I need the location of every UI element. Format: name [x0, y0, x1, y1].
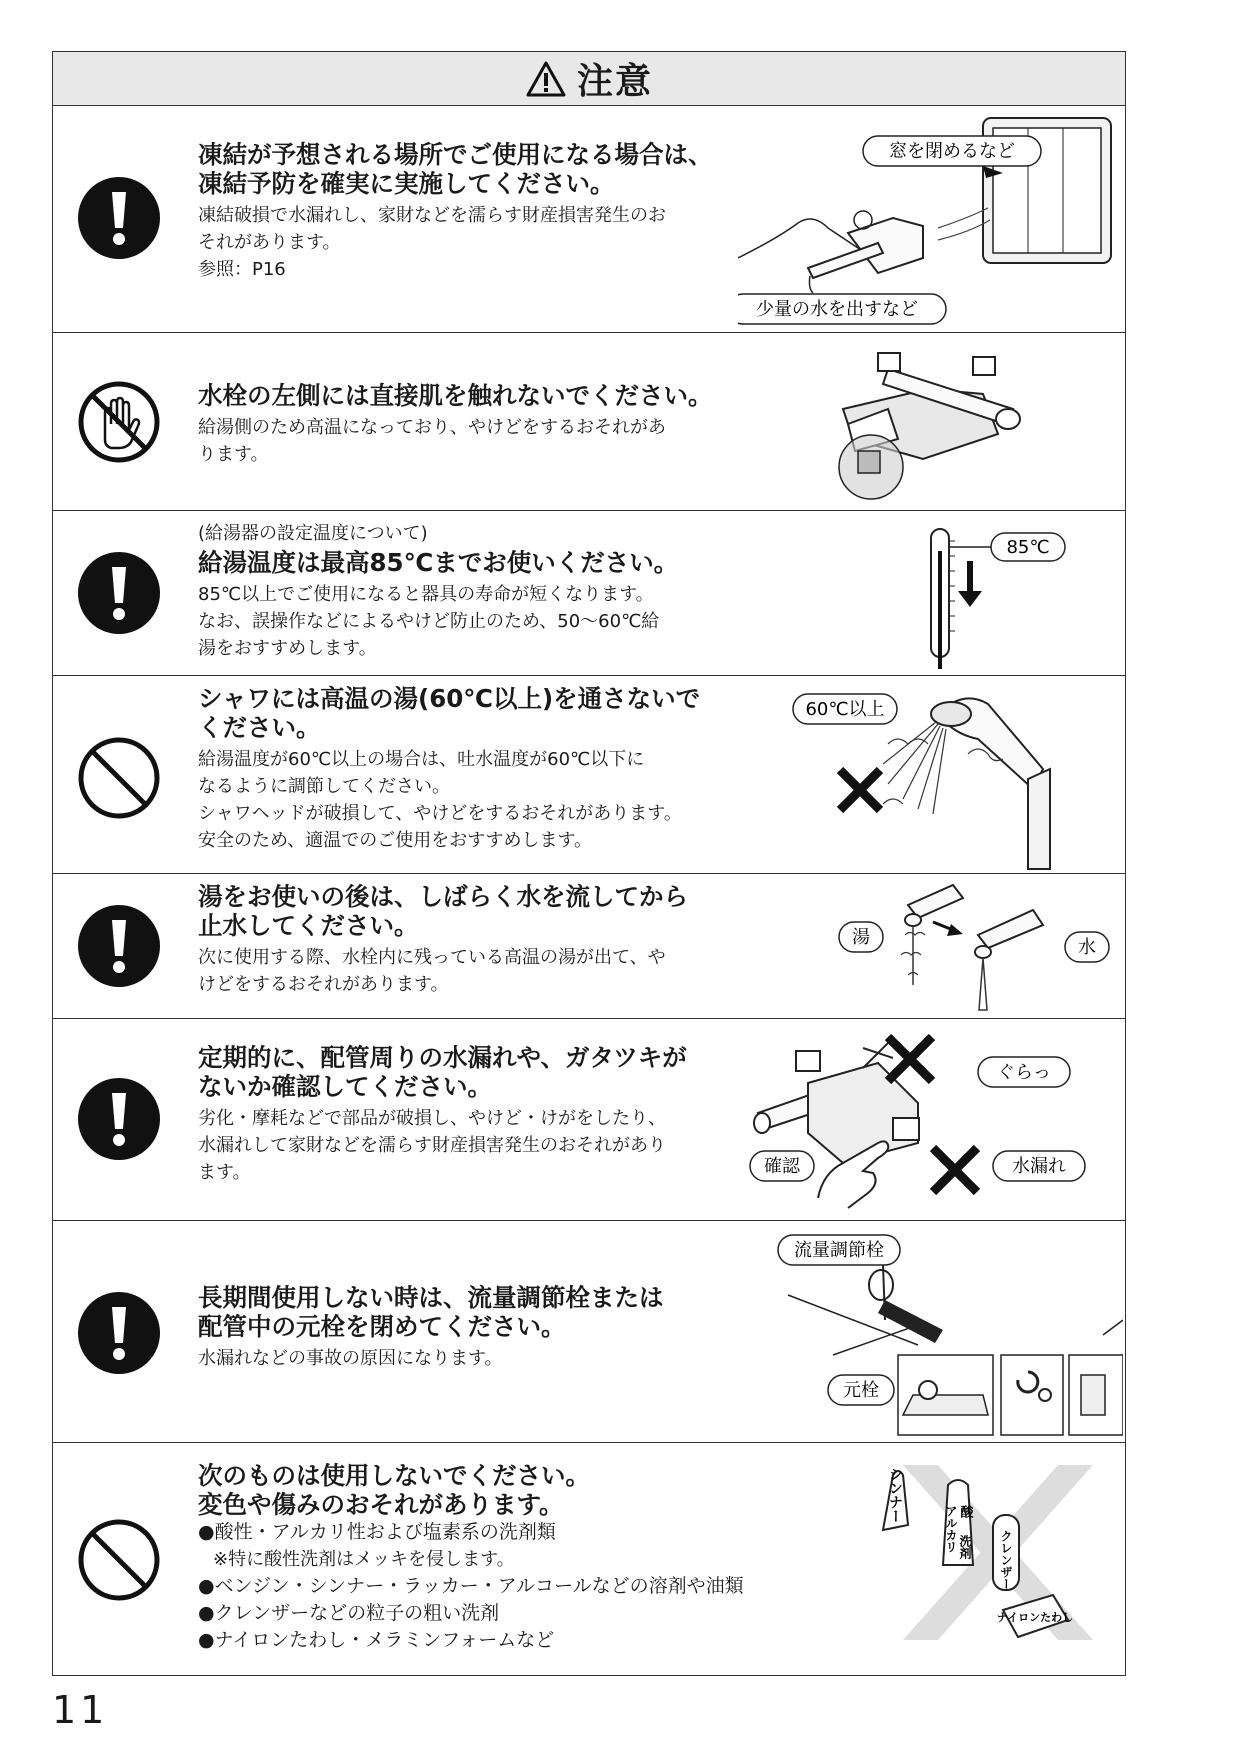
- caution-header: [53, 52, 1125, 106]
- callout-label: 水: [1078, 937, 1096, 958]
- row-title-line: 次のものは使用しないでください。: [198, 1461, 590, 1490]
- callout-label: 60℃以上: [805, 699, 885, 720]
- caution-row-long-term-nonuse: [53, 1221, 1125, 1443]
- row-title-line: 凍結予防を確実に実施してください。: [198, 169, 615, 198]
- row-title-line: 配管中の元栓を閉めてください。: [198, 1312, 566, 1341]
- caution-row-hot-side: [53, 333, 1125, 511]
- row-text: [198, 1043, 798, 1186]
- mandatory-action-icon: [77, 1077, 161, 1161]
- callout-label: 窓を閉めるなど: [889, 141, 1015, 162]
- product-label-detergent: 洗剤: [958, 1535, 972, 1559]
- callout-label: 85℃: [1006, 537, 1050, 558]
- bullet-item: ●酸性・アルカリ性および塩素系の洗剤類: [198, 1521, 556, 1543]
- row-title-line: 凍結が予想される場所でご使用になる場合は、: [198, 140, 713, 169]
- callout-label: 確認: [764, 1156, 800, 1177]
- row-title-line: シャワには高温の湯(60℃以上)を通さないで: [198, 684, 701, 713]
- row-body-line: 湯をおすすめします。: [198, 638, 377, 659]
- caution-row-shower: [53, 676, 1125, 874]
- row-body-line: 次に使用する際、水栓内に残っている高温の湯が出て、や: [198, 947, 666, 968]
- row-title-line: 止水してください。: [198, 911, 419, 940]
- product-label-acid: 酸: [957, 1505, 973, 1518]
- row-text: [198, 140, 798, 283]
- caution-title: 注意: [576, 61, 653, 102]
- caution-row-prohibited-cleaners: [53, 1443, 1125, 1677]
- product-label-nylon-scrubber: ナイロンたわし: [996, 1611, 1074, 1624]
- row-body-line: なお、誤操作などによるやけど防止のため、50～60℃給: [198, 611, 660, 632]
- row-title-line: 変色や傷みのおそれがあります。: [198, 1490, 564, 1519]
- callout-label: 元栓: [843, 1380, 879, 1401]
- row-text: [198, 1283, 798, 1372]
- caution-row-flush-water: [53, 874, 1125, 1019]
- mandatory-action-icon: [77, 1291, 161, 1375]
- no-touch-icon: [77, 380, 161, 464]
- row-body-line: 水漏れなどの事故の原因になります。: [198, 1348, 503, 1369]
- mandatory-action-icon: [77, 904, 161, 988]
- row-title-line: 定期的に、配管周りの水漏れや、ガタツキが: [198, 1043, 687, 1072]
- freeze-prevention-illustration: [738, 108, 1123, 330]
- row-body-line: 参照：P16: [198, 259, 286, 280]
- callout-label: 水漏れ: [1012, 1156, 1066, 1177]
- product-label-thinner: シンナー: [887, 1467, 903, 1523]
- caution-row-check-piping: [53, 1019, 1125, 1221]
- product-label-cleanser: クレンザー: [999, 1530, 1013, 1590]
- product-label-alkali: アルカリ: [944, 1505, 958, 1553]
- row-body-line: なるように調節してください。: [198, 776, 450, 797]
- mandatory-action-icon: [77, 551, 161, 635]
- row-body-line: 劣化・摩耗などで部品が破損し、やけど・けがをしたり、: [198, 1108, 666, 1129]
- row-body-line: ます。: [198, 1162, 251, 1183]
- row-prefix: (給湯器の設定温度について): [198, 523, 428, 544]
- bullet-item: ●ナイロンたわし・メラミンフォームなど: [198, 1629, 555, 1651]
- flush-then-stop-illustration: [833, 880, 1123, 1016]
- row-text: [198, 1461, 838, 1654]
- row-text: [198, 882, 798, 998]
- warning-triangle-icon: [525, 60, 567, 98]
- row-text: [198, 381, 798, 468]
- row-body-line: 凍結破損で水漏れし、家財などを濡らす財産損害発生のお: [198, 205, 666, 226]
- row-title-line: 湯をお使いの後は、しばらく水を流してから: [198, 882, 688, 911]
- row-title-line: 長期間使用しない時は、流量調節栓または: [198, 1283, 664, 1312]
- piping-check-illustration: [748, 1023, 1123, 1219]
- row-title-line: 給湯温度は最高85℃までお使いください。: [198, 548, 679, 577]
- callout-label: 湯: [852, 927, 870, 948]
- row-text: [198, 684, 798, 854]
- row-body-line: ります。: [198, 444, 269, 465]
- prohibited-icon: [77, 736, 161, 820]
- row-body-line: 水漏れして家財などを濡らす財産損害発生のおそれがあり: [198, 1135, 666, 1156]
- page-number: 11: [52, 1688, 109, 1732]
- shutoff-valve-illustration: [773, 1225, 1123, 1441]
- mandatory-action-icon: [77, 176, 161, 260]
- row-body-line: シャワヘッドが破損して、やけどをするおそれがあります。: [198, 803, 682, 824]
- callout-label: 少量の水を出すなど: [756, 299, 918, 320]
- callout-label: ぐらっ: [997, 1062, 1051, 1083]
- row-title-line: 水栓の左側には直接肌を触れないでください。: [198, 381, 713, 410]
- bullet-item: ●ベンジン・シンナー・ラッカー・アルコールなどの溶剤や油類: [198, 1575, 744, 1597]
- caution-row-water-temperature: [53, 511, 1125, 676]
- prohibited-icon: [77, 1518, 161, 1602]
- row-title-line: ないか確認してください。: [198, 1072, 492, 1101]
- row-body-line: 給湯温度が60℃以上の場合は、吐水温度が60℃以下に: [198, 749, 645, 770]
- caution-row-freezing: [53, 106, 1125, 333]
- bullet-item: ●クレンザーなどの粒子の粗い洗剤: [198, 1602, 500, 1624]
- row-body-line: 安全のため、適温でのご使用をおすすめします。: [198, 830, 593, 851]
- faucet-hot-side-illustration: [833, 339, 1123, 509]
- row-body-line: それがあります。: [198, 232, 341, 253]
- shower-hot-water-illustration: [788, 684, 1123, 872]
- row-body-line: 給湯側のため高温になっており、やけどをするおそれがあ: [198, 417, 666, 438]
- bullet-note: ※特に酸性洗剤はメッキを侵します。: [213, 1549, 515, 1570]
- prohibited-cleaners-illustration: [863, 1455, 1113, 1665]
- row-text: [198, 523, 798, 662]
- row-body-line: 85℃以上でご使用になると器具の寿命が短くなります。: [198, 584, 654, 605]
- caution-panel: [52, 51, 1126, 1676]
- row-title-line: ください。: [198, 713, 321, 742]
- thermometer-illustration: [913, 521, 1113, 671]
- row-body-line: けどをするおそれがあります。: [198, 974, 449, 995]
- callout-label: 流量調節栓: [794, 1240, 884, 1261]
